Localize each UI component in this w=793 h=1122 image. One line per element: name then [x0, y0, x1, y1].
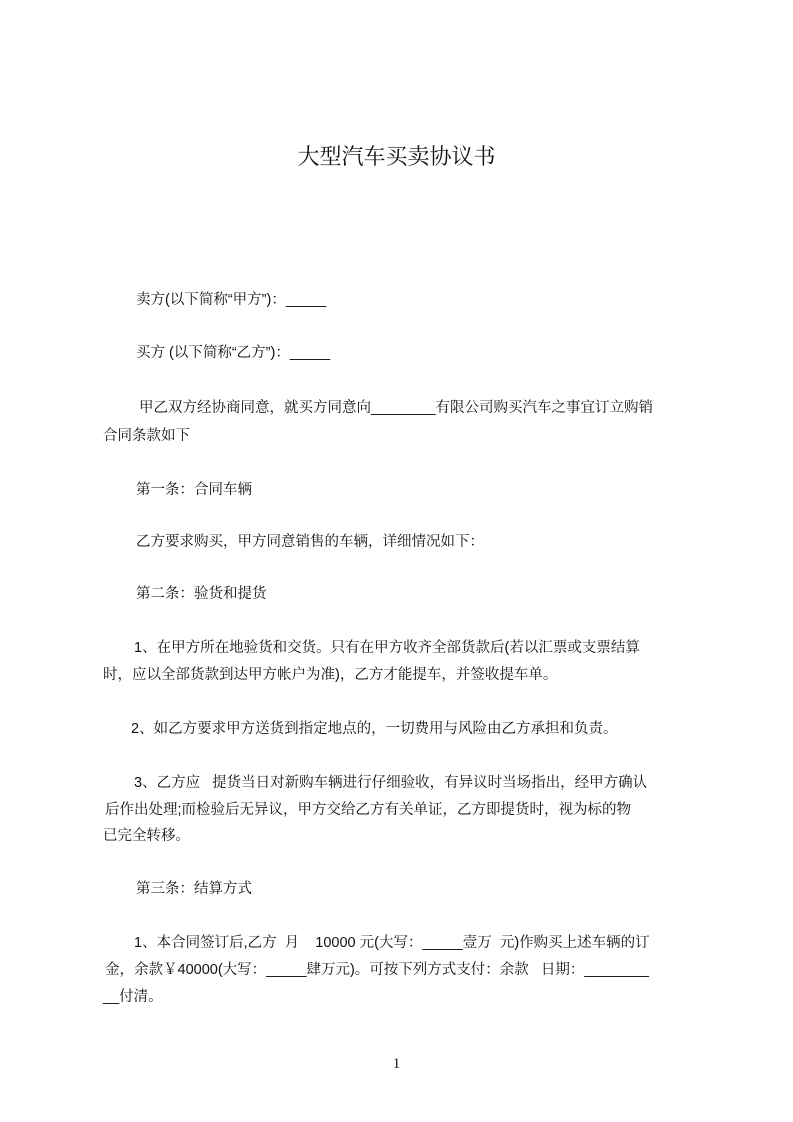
paragraph-line: 金，余款￥40000(大写：_____肆万元)。可按下列方式支付：余款 日期：________ — [105, 962, 649, 978]
paragraph-line: 合同条款如下 — [103, 428, 190, 444]
paragraph-line: 乙方要求购买，甲方同意销售的车辆，详细情况如下： — [136, 534, 484, 550]
paragraph-line: 甲乙双方经协商同意，就买方同意向________有限公司购买汽车之事宜订立购销 — [139, 400, 654, 416]
section-heading: 第三条：结算方式 — [136, 881, 252, 897]
paragraph-line: 时，应以全部货款到达甲方帐户为准)，乙方才能提车，并签收提车单。 — [103, 667, 558, 683]
section-heading: 第二条：验货和提货 — [136, 586, 267, 602]
section-heading: 第一条：合同车辆 — [136, 482, 252, 498]
document-title: 大型汽车买卖协议书 — [297, 144, 496, 169]
page-number: 1 — [392, 1056, 401, 1072]
paragraph-line: 后作出处理;而检验后无异议，甲方交给乙方有关单证，乙方即提货时，视为标的物 — [105, 802, 632, 818]
paragraph-line: 2、如乙方要求甲方送货到指定地点的，一切费用与风险由乙方承担和负责。 — [131, 721, 618, 737]
paragraph-line: 1、本合同签订后,乙方 月 10000 元(大写：_____壹万 元)作购买上述车辆的订 — [134, 935, 650, 951]
paragraph-line: 3、乙方应 提货当日对新购车辆进行仔细验收，有异议时当场指出，经甲方确认 — [134, 775, 648, 791]
paragraph-line: 1、在甲方所在地验货和交货。只有在甲方收齐全部货款后(若以汇票或支票结算 — [134, 640, 640, 656]
paragraph-line: __付清。 — [103, 989, 163, 1005]
seller-line: 卖方(以下简称“甲方”)：_____ — [136, 292, 327, 308]
buyer-line: 买方 (以下简称“乙方”)：_____ — [136, 345, 331, 361]
paragraph-line: 已完全转移。 — [103, 828, 190, 844]
